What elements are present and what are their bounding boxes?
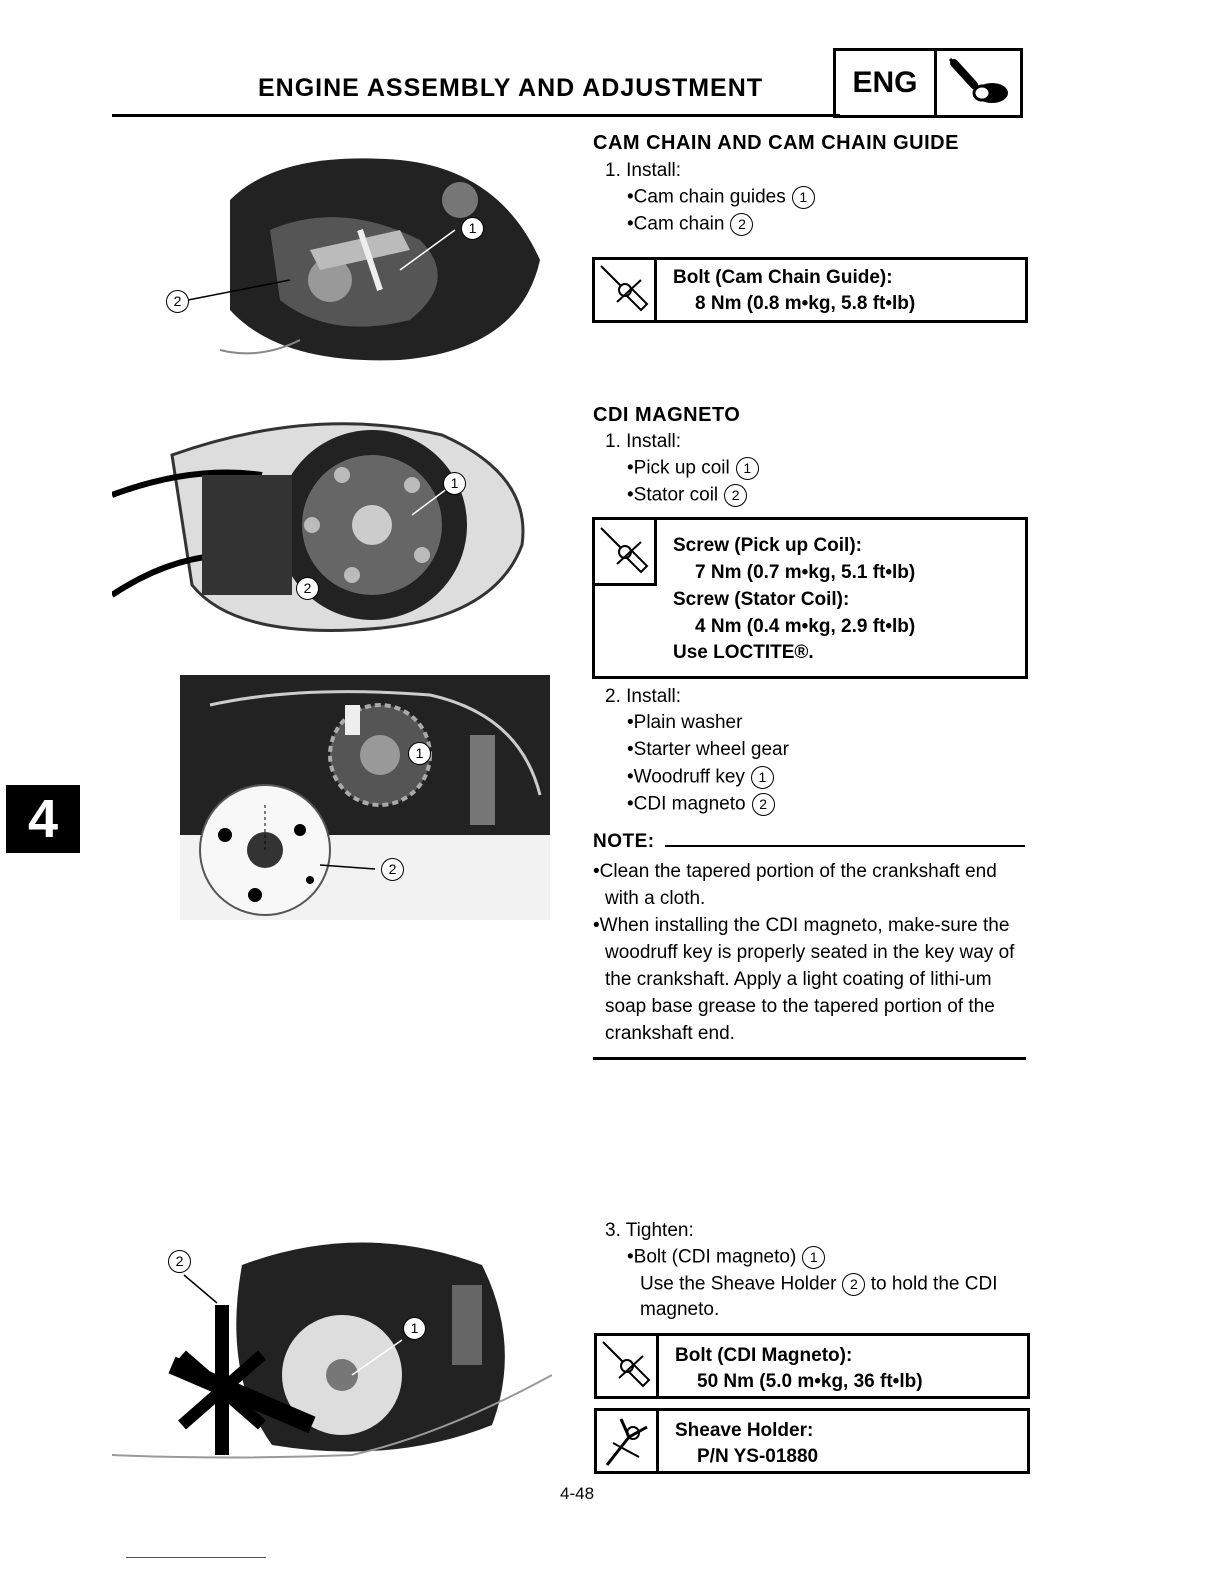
- torque-label: Screw (Pick up Coil):: [673, 535, 862, 556]
- torque-label: Screw (Stator Coil):: [673, 589, 850, 610]
- list-item-text: •Bolt (CDI magneto): [627, 1246, 797, 1268]
- page-title: ENGINE ASSEMBLY AND ADJUSTMENT: [258, 74, 764, 102]
- footer-rule: [126, 1557, 266, 1558]
- callout-2: 2: [381, 858, 404, 881]
- list-item-text: •Pick up coil: [627, 457, 730, 479]
- note-end-rule: [593, 1057, 1026, 1060]
- callout-2: 2: [168, 1250, 191, 1273]
- list-item-text: •Plain washer: [627, 712, 743, 733]
- torque-value: 4 Nm (0.4 m•kg, 2.9 ft•lb): [695, 616, 916, 637]
- tool-label: Sheave Holder:: [675, 1420, 814, 1441]
- list-item-text: •CDI magneto: [627, 793, 746, 815]
- step3-instruction: [640, 1273, 997, 1296]
- list-item-text: •Cam chain: [627, 213, 725, 235]
- note-item: •When installing the CDI magneto, make-sure the woodruff key is properly seated in the key way of the crankshaft. Apply a light coating of lithi-um soap base grease to the tapered portion of the crankshaft end.: [593, 915, 1015, 1044]
- list-item: [627, 1246, 825, 1269]
- eng-badge: [833, 48, 1023, 118]
- list-item: [627, 484, 747, 507]
- eng-badge-label: ENG: [836, 51, 937, 115]
- list-item: [627, 186, 815, 209]
- cdi-magneto-title: CDI MAGNETO: [593, 404, 741, 426]
- cdi-step2: 2. Install:: [605, 686, 682, 707]
- torque-spec-box: [592, 257, 1028, 323]
- header-rule: [112, 114, 840, 117]
- torque-value: 8 Nm (0.8 m•kg, 5.8 ft•lb): [695, 293, 916, 314]
- torque-wrench-icon: [595, 520, 657, 586]
- note-item: •Clean the tapered portion of the crankshaft end with a cloth.: [593, 861, 997, 909]
- torque-wrench-icon: [595, 260, 657, 320]
- callout-1: 1: [403, 1317, 426, 1340]
- list-item: [627, 739, 789, 761]
- cam-chain-title: CAM CHAIN AND CAM CHAIN GUIDE: [593, 132, 959, 154]
- list-item-text: •Stator coil: [627, 484, 719, 506]
- torque-label: Bolt (CDI Magneto):: [675, 1345, 853, 1366]
- torque-spec-box: [594, 1333, 1030, 1399]
- callout-number: 2: [842, 1273, 865, 1296]
- sheave-holder-photo: [112, 1225, 552, 1470]
- page-number: 4-48: [560, 1484, 595, 1503]
- torque-spec-box: [592, 517, 1028, 679]
- callout-2: 2: [166, 290, 189, 313]
- callout-2: 2: [296, 577, 319, 600]
- cam-chain-photo: [160, 140, 555, 370]
- list-item-text: •Starter wheel gear: [627, 739, 789, 760]
- instruction-text: Use the Sheave Holder: [640, 1273, 837, 1295]
- callout-number: 2: [724, 484, 747, 507]
- note-rule: [665, 845, 1025, 847]
- list-item-text: •Woodruff key: [627, 766, 745, 788]
- torque-label: Bolt (Cam Chain Guide):: [673, 267, 893, 288]
- callout-number: 1: [802, 1246, 825, 1269]
- tool-spec-box: [594, 1408, 1030, 1474]
- list-item-text: •Cam chain guides: [627, 186, 786, 208]
- instruction-text: to hold the CDI: [870, 1273, 998, 1295]
- chapter-tab: 4: [6, 785, 80, 853]
- torque-value: 7 Nm (0.7 m•kg, 5.1 ft•lb): [695, 562, 916, 583]
- callout-number: 2: [752, 793, 775, 816]
- callout-1: 1: [461, 217, 484, 240]
- callout-number: 2: [730, 213, 753, 236]
- callout-number: 1: [751, 766, 774, 789]
- list-item: [627, 766, 774, 789]
- callout-number: 1: [736, 457, 759, 480]
- sheave-holder-tool-icon: [597, 1411, 659, 1471]
- callout-1: 1: [408, 742, 431, 765]
- cdi-coil-photo: [112, 415, 542, 655]
- cdi-magneto-photo: [180, 675, 550, 920]
- cam-chain-step1: 1. Install:: [605, 160, 682, 181]
- note-label: NOTE:: [593, 831, 655, 852]
- loctite-note: Use LOCTITE®.: [673, 642, 814, 663]
- step3-instruction-cont: magneto.: [640, 1299, 720, 1320]
- cdi-step1: 1. Install:: [605, 431, 682, 452]
- list-item: [627, 213, 753, 236]
- torque-wrench-icon: [597, 1336, 659, 1396]
- callout-number: 1: [792, 186, 815, 209]
- list-item: [627, 793, 775, 816]
- list-item: [627, 457, 759, 480]
- list-item: [627, 712, 742, 734]
- tool-part-number: P/N YS-01880: [697, 1446, 819, 1467]
- cdi-step3: 3. Tighten:: [605, 1220, 694, 1241]
- engine-wrench-icon: [937, 51, 1020, 115]
- torque-value: 50 Nm (5.0 m•kg, 36 ft•lb): [697, 1371, 923, 1392]
- callout-1: 1: [443, 472, 466, 495]
